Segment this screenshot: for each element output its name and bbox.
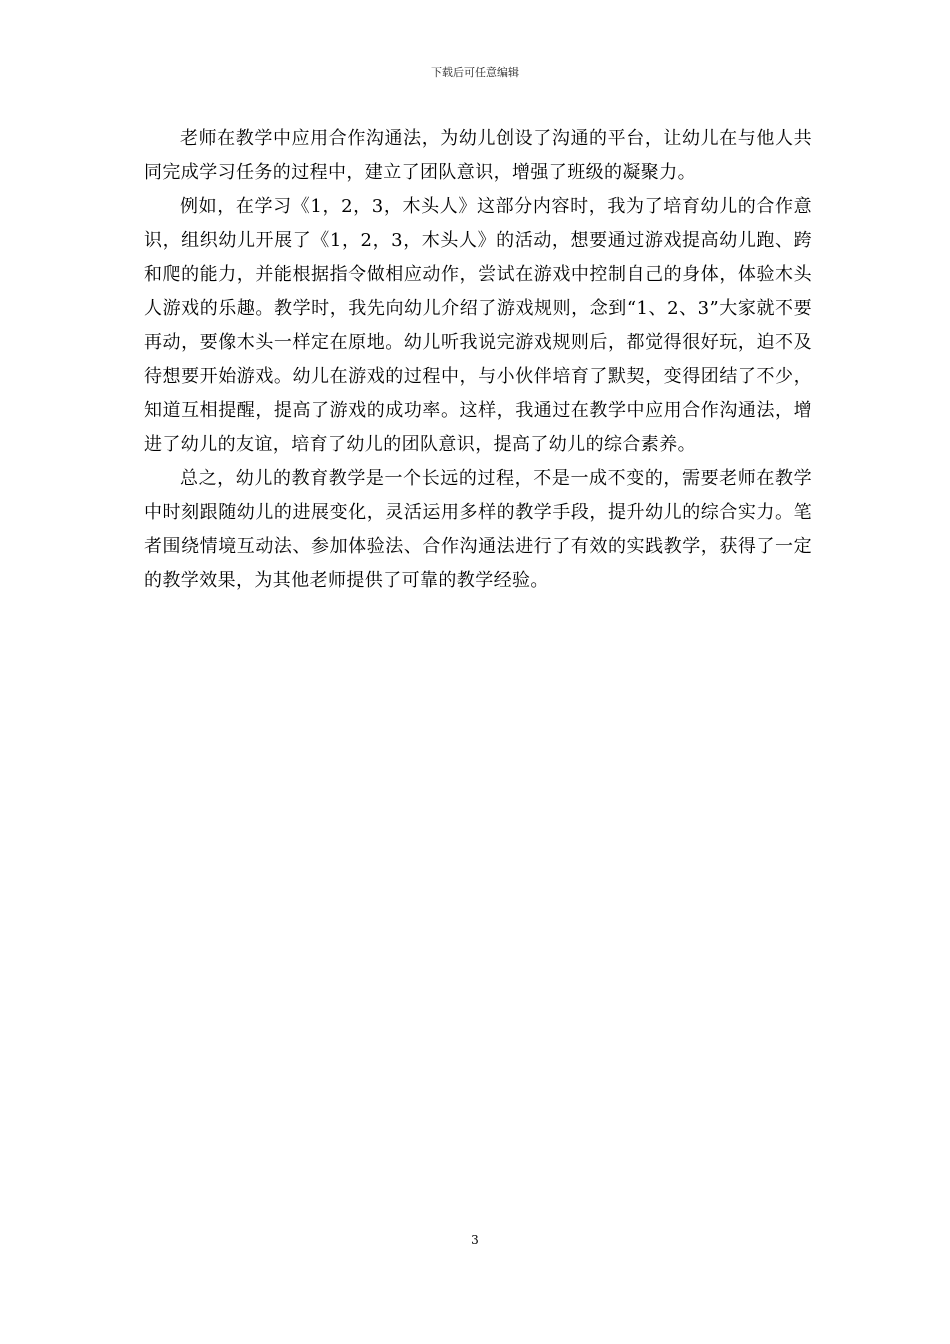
document-body bbox=[144, 122, 812, 598]
paragraph: 例如，在学习《1，2，3，木头人》这部分内容时，我为了培育幼儿的合作意识，组织幼儿开展了《1，2，3，木头人》的活动，想要通过游戏提高幼儿跑、跨和爬的能力，并能根据指令做相应动作，尝试在游戏中控制自己的身体，体验木头人游戏的乐趣。教学时，我先向幼儿介绍了游戏规则，念到“1、2、3”大家就不要再动，要像木头一样定在原地。幼儿听我说完游戏规则后，都觉得很好玩，迫不及待想要开始游戏。幼儿在游戏的过程中，与小伙伴培育了默契，变得团结了不少，知道互相提醒，提高了游戏的成功率。这样，我通过在教学中应用合作沟通法，增进了幼儿的友谊，培育了幼儿的团队意识，提高了幼儿的综合素养。 bbox=[144, 196, 812, 455]
page-header: 下载后可任意编辑 bbox=[431, 66, 519, 79]
page-number: 3 bbox=[471, 1233, 479, 1247]
paragraph: 总之，幼儿的教育教学是一个长远的过程，不是一成不变的，需要老师在教学中时刻跟随幼儿的进展变化，灵活运用多样的教学手段，提升幼儿的综合实力。笔者围绕情境互动法、参加体验法、合作沟通法进行了有效的实践教学，获得了一定的教学效果，为其他老师提供了可靠的教学经验。 bbox=[144, 468, 812, 591]
paragraph: 老师在教学中应用合作沟通法，为幼儿创设了沟通的平台，让幼儿在与他人共同完成学习任务的过程中，建立了团队意识，增强了班级的凝聚力。 bbox=[144, 128, 812, 183]
